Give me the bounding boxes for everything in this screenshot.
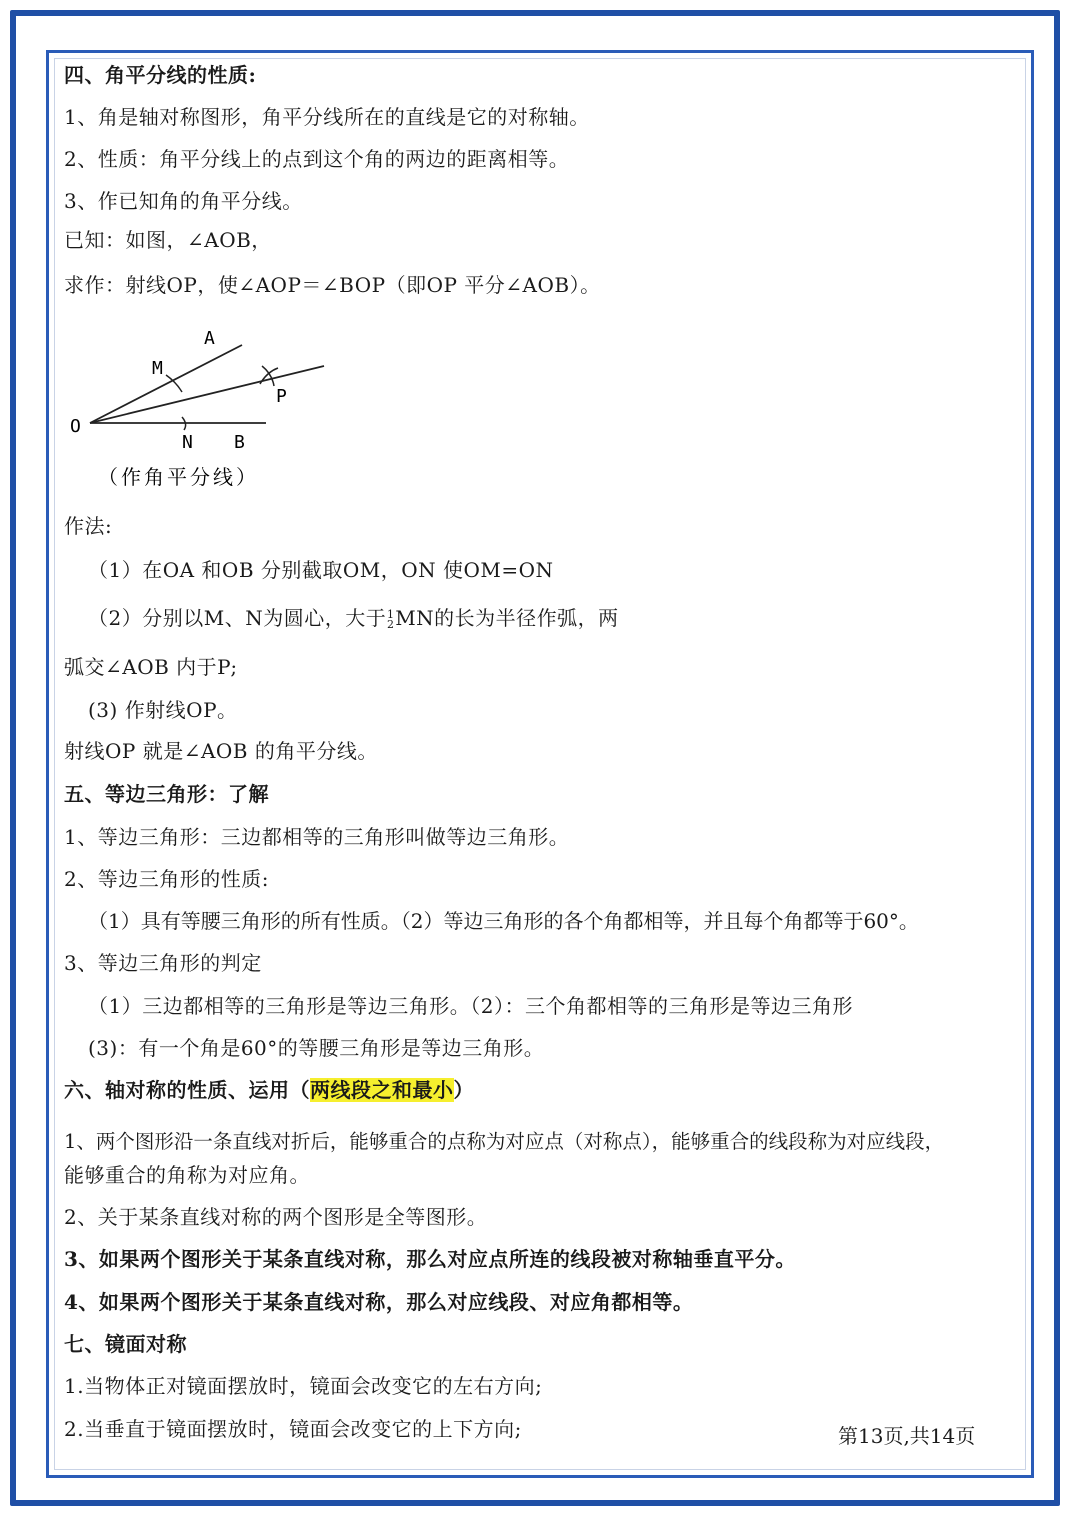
label-o: O bbox=[70, 416, 81, 437]
angle-bisector-figure bbox=[62, 320, 362, 504]
label-n: N bbox=[182, 432, 193, 453]
section-5-item-2-properties: （1）具有等腰三角形的所有性质。（2）等边三角形的各个角都相等，并且每个角都等于60°。 bbox=[88, 909, 919, 933]
section-6-item-2: 2、关于某条直线对称的两个图形是全等图形。 bbox=[64, 1205, 488, 1229]
section-4-title: 四、角平分线的性质: bbox=[64, 63, 257, 87]
method-conclusion: 射线OP 就是∠AOB 的角平分线。 bbox=[64, 739, 378, 763]
method-step-2 bbox=[88, 605, 619, 631]
section-5-item-3-criteria: （1）三边都相等的三角形是等边三角形。（2）：三个角都相等的三角形是等边三角形 bbox=[88, 994, 853, 1018]
section-6-item-4: 4、如果两个图形关于某条直线对称，那么对应线段、对应角都相等。 bbox=[64, 1290, 694, 1314]
method-heading: 作法: bbox=[64, 514, 113, 538]
one-half-fraction bbox=[386, 607, 395, 631]
method-step-1: （1）在OA 和OB 分别截取OM，ON 使OM=ON bbox=[88, 558, 554, 582]
method-step-2-continued: 弧交∠AOB 内于P; bbox=[64, 655, 238, 679]
section-5-item-1: 1、等边三角形：三边都相等的三角形叫做等边三角形。 bbox=[64, 825, 570, 849]
section-4-item-1: 1、角是轴对称图形，角平分线所在的直线是它的对称轴。 bbox=[64, 105, 590, 129]
section-5-item-3: 3、等边三角形的判定 bbox=[64, 951, 262, 975]
method-step-3: (3) 作射线OP。 bbox=[88, 698, 238, 722]
label-m: M bbox=[152, 358, 163, 379]
label-b: B bbox=[234, 432, 245, 453]
known-statement: 已知：如图，∠AOB， bbox=[64, 228, 272, 252]
label-a: A bbox=[204, 328, 215, 349]
page-number: 第13页,共14页 bbox=[838, 1424, 976, 1448]
fraction-denominator: 2 bbox=[386, 617, 395, 631]
section-5-item-2: 2、等边三角形的性质: bbox=[64, 867, 269, 891]
section-4-item-3: 3、作已知角的角平分线。 bbox=[64, 189, 303, 213]
section-6-title-part-2: ） bbox=[453, 1078, 474, 1102]
section-4-item-2: 2、性质：角平分线上的点到这个角的两边的距离相等。 bbox=[64, 147, 570, 171]
label-p: P bbox=[276, 386, 287, 407]
fraction-numerator: 1 bbox=[386, 607, 395, 621]
section-6-item-1-line-2: 能够重合的角称为对应角。 bbox=[64, 1163, 310, 1187]
ray-oa bbox=[90, 345, 242, 423]
figure-caption: （作角平分线） bbox=[98, 465, 259, 489]
section-5-item-3-criterion-3: (3)：有一个角是60°的等腰三角形是等边三角形。 bbox=[88, 1036, 545, 1060]
required-statement: 求作：射线OP，使∠AOP＝∠BOP（即OP 平分∠AOB）。 bbox=[64, 273, 601, 297]
section-6-title-highlight: 两线段之和最小 bbox=[310, 1078, 454, 1102]
section-6-title-part-1: 六、轴对称的性质、运用（ bbox=[64, 1078, 310, 1102]
section-7-item-1: 1.当物体正对镜面摆放时，镜面会改变它的左右方向; bbox=[64, 1374, 543, 1398]
method-step-2-part-2: MN的长为半径作弧，两 bbox=[395, 606, 619, 630]
ray-op bbox=[90, 366, 324, 423]
section-6-item-3: 3、如果两个图形关于某条直线对称，那么对应点所连的线段被对称轴垂直平分。 bbox=[64, 1247, 796, 1271]
section-7-item-2: 2.当垂直于镜面摆放时，镜面会改变它的上下方向; bbox=[64, 1417, 522, 1441]
angle-bisector-diagram bbox=[62, 320, 362, 500]
method-step-2-part-1: （2）分别以M、N为圆心，大于 bbox=[88, 606, 387, 630]
section-6-item-1-line-1: 1、两个图形沿一条直线对折后，能够重合的点称为对应点（对称点），能够重合的线段称为对应线段， bbox=[64, 1130, 945, 1153]
arc-p-2 bbox=[262, 366, 274, 386]
section-6-title bbox=[64, 1077, 474, 1103]
section-7-title: 七、镜面对称 bbox=[64, 1332, 187, 1356]
section-5-title: 五、等边三角形：了解 bbox=[64, 782, 269, 806]
